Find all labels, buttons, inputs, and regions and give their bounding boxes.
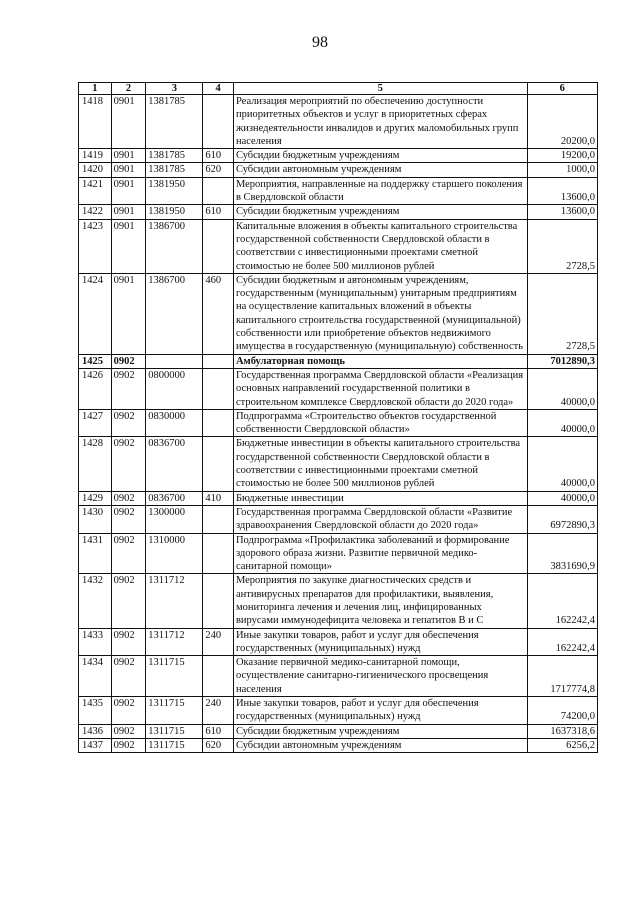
amount-cell: 40000,0 (527, 409, 597, 437)
name-cell: Субсидии автономным учреждениям (233, 163, 527, 177)
table-row (79, 409, 598, 437)
name-cell: Субсидии бюджетным и автономным учреждениям, государственным (муниципальным) унитарным предприятиям на осуществление капитальных вложений в объекты капитального строительства государственной (муниципальной) собственности или приобретение объектов недвижимого имущества в государственную (муниципальную) собственность (233, 273, 527, 354)
expense-type-cell (203, 177, 234, 205)
row-number-cell: 1431 (79, 533, 112, 574)
amount-cell: 1000,0 (527, 163, 597, 177)
expense-type-cell (203, 354, 234, 368)
expense-type-cell: 460 (203, 273, 234, 354)
section-code-cell: 0901 (111, 149, 146, 163)
table-row (79, 656, 598, 697)
article-code-cell: 1311712 (146, 628, 203, 656)
section-code-cell: 0902 (111, 368, 146, 409)
table-row (79, 95, 598, 149)
row-number-cell: 1432 (79, 574, 112, 628)
article-code-cell: 1310000 (146, 533, 203, 574)
section-code-cell: 0902 (111, 491, 146, 505)
section-code-cell: 0902 (111, 697, 146, 725)
table-header-row (79, 83, 598, 95)
article-code-cell: 0836700 (146, 491, 203, 505)
name-cell: Иные закупки товаров, работ и услуг для обеспечения государственных (муниципальных) нужд (233, 697, 527, 725)
amount-cell: 1717774,8 (527, 656, 597, 697)
row-number-cell: 1427 (79, 409, 112, 437)
name-cell: Реализация мероприятий по обеспечению доступности приоритетных объектов и услуг в приоритетных сферах жизнедеятельности инвалидов и других маломобильных групп населения (233, 95, 527, 149)
amount-cell: 40000,0 (527, 368, 597, 409)
expense-type-cell (203, 409, 234, 437)
section-code-cell: 0901 (111, 273, 146, 354)
expense-type-cell (203, 368, 234, 409)
amount-cell: 13600,0 (527, 205, 597, 219)
section-code-cell: 0901 (111, 205, 146, 219)
amount-cell: 1637318,6 (527, 724, 597, 738)
row-number-cell: 1418 (79, 95, 112, 149)
name-cell: Субсидии бюджетным учреждениям (233, 149, 527, 163)
section-code-cell: 0902 (111, 409, 146, 437)
amount-cell: 162242,4 (527, 574, 597, 628)
section-code-cell: 0901 (111, 219, 146, 273)
article-code-cell: 1300000 (146, 505, 203, 533)
row-number-cell: 1428 (79, 437, 112, 491)
section-code-cell: 0902 (111, 354, 146, 368)
amount-cell: 13600,0 (527, 177, 597, 205)
table-row (79, 628, 598, 656)
row-number-cell: 1430 (79, 505, 112, 533)
row-number-cell: 1433 (79, 628, 112, 656)
table-row (79, 533, 598, 574)
table-row (79, 273, 598, 354)
amount-cell: 6972890,3 (527, 505, 597, 533)
section-code-cell: 0902 (111, 574, 146, 628)
row-number-cell: 1422 (79, 205, 112, 219)
name-cell: Амбулаторная помощь (233, 354, 527, 368)
amount-cell: 20200,0 (527, 95, 597, 149)
article-code-cell: 1311715 (146, 656, 203, 697)
amount-cell: 7012890,3 (527, 354, 597, 368)
page-number: 98 (312, 34, 328, 51)
row-number-cell: 1436 (79, 724, 112, 738)
table-row (79, 437, 598, 491)
article-code-cell (146, 354, 203, 368)
name-cell: Оказание первичной медико-санитарной помощи, осуществление санитарно-гигиенического просвещения населения (233, 656, 527, 697)
table-row (79, 149, 598, 163)
row-number-cell: 1429 (79, 491, 112, 505)
header-cell: 1 (79, 83, 112, 95)
row-number-cell: 1424 (79, 273, 112, 354)
row-number-cell: 1425 (79, 354, 112, 368)
expense-type-cell: 620 (203, 163, 234, 177)
table-row (79, 574, 598, 628)
article-code-cell: 1386700 (146, 273, 203, 354)
section-code-cell: 0901 (111, 95, 146, 149)
table-row (79, 354, 598, 368)
article-code-cell: 1311712 (146, 574, 203, 628)
expense-type-cell (203, 533, 234, 574)
row-number-cell: 1421 (79, 177, 112, 205)
name-cell: Бюджетные инвестиции в объекты капитального строительства государственной собственности Свердловской области в соответствии с инвестиционными проектами сметной стоимостью не более 500 миллионов рублей (233, 437, 527, 491)
expense-type-cell: 610 (203, 205, 234, 219)
table-body (79, 95, 598, 753)
header-cell: 2 (111, 83, 146, 95)
section-code-cell: 0901 (111, 177, 146, 205)
expense-type-cell: 240 (203, 697, 234, 725)
table-row (79, 219, 598, 273)
name-cell: Субсидии автономным учреждениям (233, 738, 527, 752)
amount-cell: 2728,5 (527, 273, 597, 354)
article-code-cell: 1386700 (146, 219, 203, 273)
table-row (79, 697, 598, 725)
expense-type-cell: 610 (203, 724, 234, 738)
header-cell: 3 (146, 83, 203, 95)
section-code-cell: 0902 (111, 505, 146, 533)
name-cell: Иные закупки товаров, работ и услуг для обеспечения государственных (муниципальных) нужд (233, 628, 527, 656)
header-cell: 5 (233, 83, 527, 95)
article-code-cell: 0830000 (146, 409, 203, 437)
article-code-cell: 1381785 (146, 95, 203, 149)
section-code-cell: 0902 (111, 738, 146, 752)
expense-type-cell (203, 219, 234, 273)
header-cell: 4 (203, 83, 234, 95)
amount-cell: 19200,0 (527, 149, 597, 163)
row-number-cell: 1419 (79, 149, 112, 163)
name-cell: Государственная программа Свердловской области «Реализация основных направлений государственной политики в строительном комплексе Свердловской области до 2020 года» (233, 368, 527, 409)
row-number-cell: 1420 (79, 163, 112, 177)
table-row (79, 491, 598, 505)
article-code-cell: 1311715 (146, 697, 203, 725)
name-cell: Субсидии бюджетным учреждениям (233, 205, 527, 219)
row-number-cell: 1434 (79, 656, 112, 697)
expense-type-cell: 240 (203, 628, 234, 656)
section-code-cell: 0902 (111, 628, 146, 656)
article-code-cell: 1381950 (146, 177, 203, 205)
table-row (79, 163, 598, 177)
amount-cell: 162242,4 (527, 628, 597, 656)
section-code-cell: 0902 (111, 533, 146, 574)
expense-type-cell: 610 (203, 149, 234, 163)
section-code-cell: 0902 (111, 724, 146, 738)
name-cell: Подпрограмма «Профилактика заболеваний и формирование здорового образа жизни. Развитие первичной медико-санитарной помощи» (233, 533, 527, 574)
article-code-cell: 1311715 (146, 738, 203, 752)
table-row (79, 505, 598, 533)
expense-type-cell: 620 (203, 738, 234, 752)
expense-type-cell (203, 95, 234, 149)
section-code-cell: 0902 (111, 656, 146, 697)
amount-cell: 3831690,9 (527, 533, 597, 574)
amount-cell: 2728,5 (527, 219, 597, 273)
section-code-cell: 0901 (111, 163, 146, 177)
header-cell: 6 (527, 83, 597, 95)
article-code-cell: 1381950 (146, 205, 203, 219)
article-code-cell: 1381785 (146, 149, 203, 163)
expense-type-cell (203, 656, 234, 697)
expense-type-cell (203, 574, 234, 628)
expense-type-cell (203, 505, 234, 533)
table-row (79, 724, 598, 738)
amount-cell: 40000,0 (527, 491, 597, 505)
row-number-cell: 1423 (79, 219, 112, 273)
amount-cell: 40000,0 (527, 437, 597, 491)
article-code-cell: 0800000 (146, 368, 203, 409)
row-number-cell: 1426 (79, 368, 112, 409)
table-row (79, 205, 598, 219)
name-cell: Мероприятия, направленные на поддержку старшего поколения в Свердловской области (233, 177, 527, 205)
amount-cell: 6256,2 (527, 738, 597, 752)
expense-type-cell (203, 437, 234, 491)
table-row (79, 738, 598, 752)
row-number-cell: 1437 (79, 738, 112, 752)
name-cell: Капитальные вложения в объекты капитального строительства государственной собственности Свердловской области в соответствии с инвестиционными проектами сметной стоимостью не более 500 миллионов рублей (233, 219, 527, 273)
article-code-cell: 1311715 (146, 724, 203, 738)
budget-table (78, 82, 598, 753)
name-cell: Мероприятия по закупке диагностических средств и антивирусных препаратов для профилактики, выявления, мониторинга лечения и лечения лиц, инфицированных вирусами иммунодефицита человека и гепатитов В и С (233, 574, 527, 628)
section-code-cell: 0902 (111, 437, 146, 491)
table-row (79, 368, 598, 409)
amount-cell: 74200,0 (527, 697, 597, 725)
name-cell: Подпрограмма «Строительство объектов государственной собственности Свердловской области» (233, 409, 527, 437)
expense-type-cell: 410 (203, 491, 234, 505)
article-code-cell: 1381785 (146, 163, 203, 177)
name-cell: Субсидии бюджетным учреждениям (233, 724, 527, 738)
name-cell: Государственная программа Свердловской области «Развитие здравоохранения Свердловской области до 2020 года» (233, 505, 527, 533)
article-code-cell: 0836700 (146, 437, 203, 491)
row-number-cell: 1435 (79, 697, 112, 725)
table-row (79, 177, 598, 205)
name-cell: Бюджетные инвестиции (233, 491, 527, 505)
